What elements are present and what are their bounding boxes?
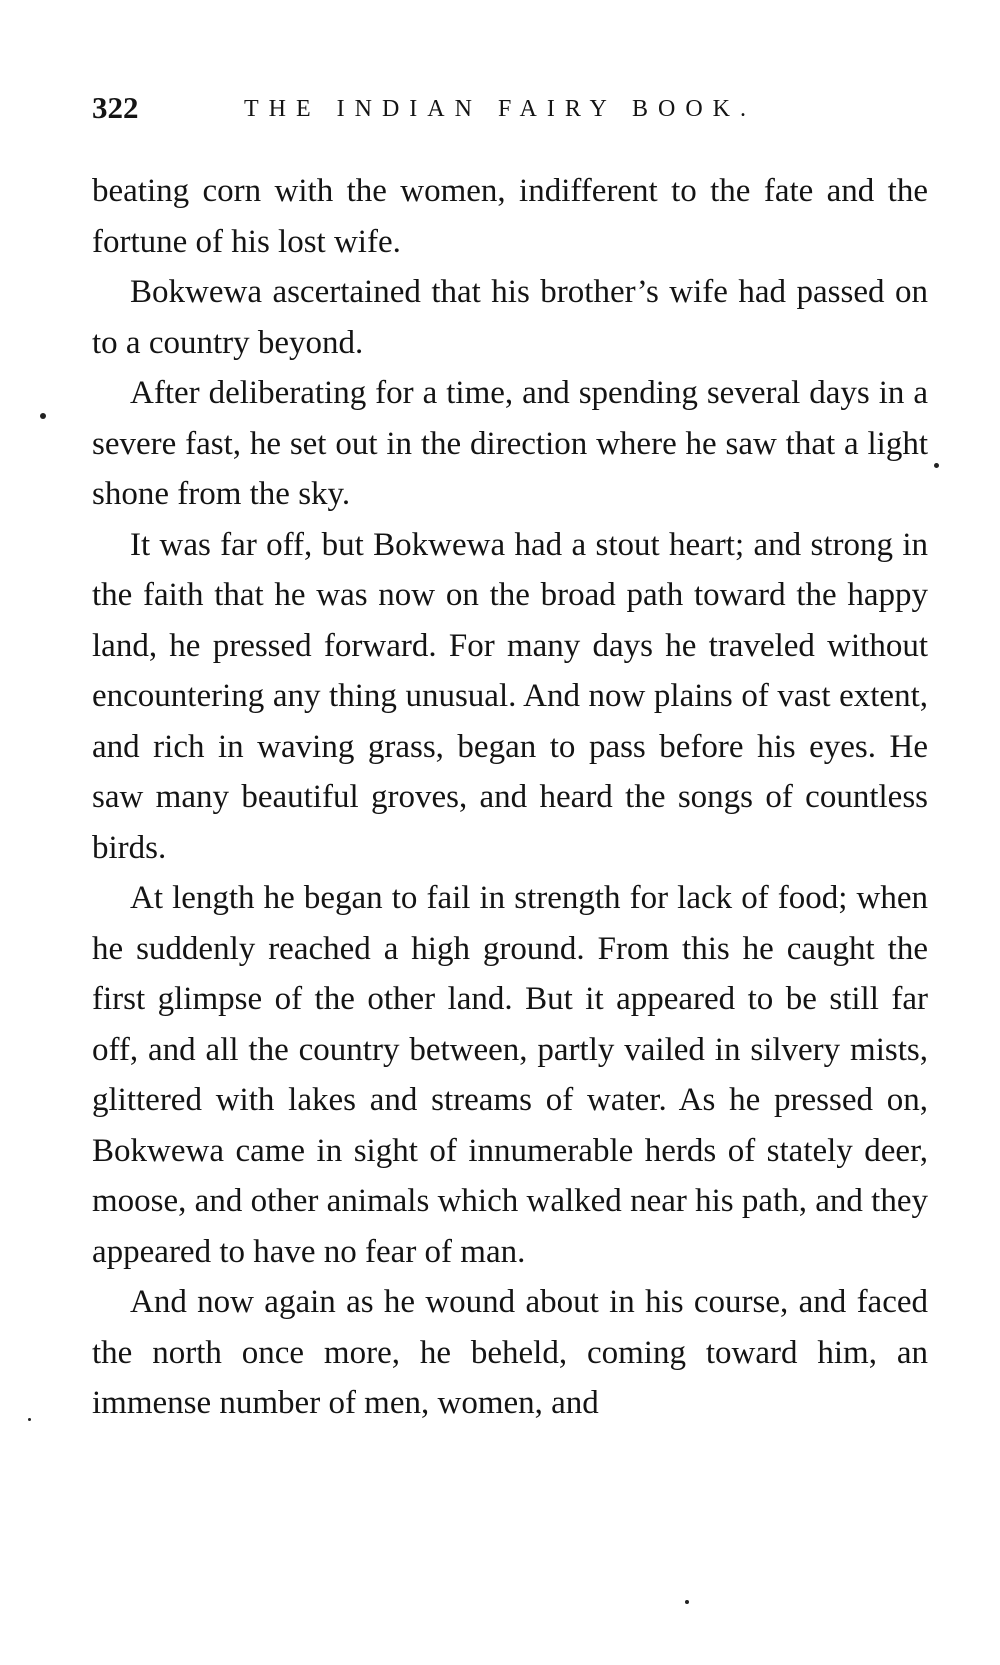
paragraph-2: Bokwewa ascertained that his brother’s wife had passed on to a country beyond. (92, 274, 928, 361)
print-speck (685, 1600, 689, 1604)
print-speck (28, 1418, 31, 1421)
paragraph-3: After deliberating for a time, and spending several days in a severe fast, he set out in the direction where he saw that a light shone from the sky. (92, 375, 928, 512)
book-title: THE INDIAN FAIRY BOOK. (244, 96, 756, 122)
print-speck (934, 463, 939, 468)
running-head (92, 88, 922, 128)
paragraph-5: At length he began to fail in strength for lack of food; when he suddenly reached a high ground. From this he caught the first glimpse of the other land. But it appeared to be still far off, and all the country between, partly vailed in silvery mists, glittered with lakes and streams of water. As he pressed on, Bokwewa came in sight of innumerable herds of stately deer, moose, and other animals which walked near his path, and they appeared to have no fear of man. (92, 880, 928, 1270)
paragraph-1: beating corn with the women, indifferent to the fate and the fortune of his lost wife. (92, 173, 928, 260)
page-number: 322 (92, 90, 139, 125)
paragraph-6: And now again as he wound about in his course, and faced the north once more, he beheld, coming toward him, an immense number of men, women, and (92, 1284, 928, 1421)
print-speck (40, 413, 46, 419)
paragraph-4: It was far off, but Bokwewa had a stout heart; and strong in the faith that he was now on the broad path toward the happy land, he pressed forward. For many days he traveled without encountering any thing unusual. And now plains of vast extent, and rich in waving grass, began to pass before his eyes. He saw many beautiful groves, and heard the songs of countless birds. (92, 526, 928, 866)
body-text (92, 166, 928, 1429)
